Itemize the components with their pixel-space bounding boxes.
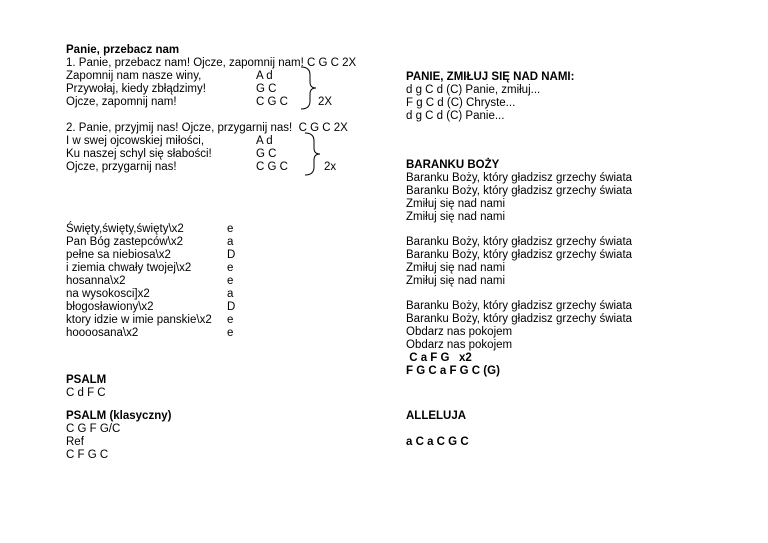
verse2-line: Ojcze, przygarnij nas! (66, 161, 177, 173)
verse2-chords: G C (256, 148, 277, 160)
agnus-line: Zmiłuj się nad nami (406, 198, 506, 210)
verse2-repeat: 2x (324, 161, 337, 173)
verse1-line: Ojcze, zapomnij nam! (66, 96, 177, 108)
sanctus-line: błogosławiony\x2 (66, 301, 154, 313)
verse2-header: 2. Panie, przyjmij nas! Ojcze, przygarnij nas! C G C 2X (66, 122, 348, 134)
agnus-line: Zmiłuj się nad nami (406, 211, 506, 223)
kyrie-title: PANIE, ZMIŁUJ SIĘ NAD NAMI: (406, 71, 575, 83)
agnus-line: Zmiłuj się nad nami (406, 262, 506, 274)
sanctus-chord: D (227, 301, 236, 313)
psalm-chords: C d F C (66, 387, 106, 399)
sanctus-chord: e (227, 223, 234, 235)
sanctus-chord: e (227, 314, 234, 326)
agnus-chords: C a F G x2 (406, 352, 472, 364)
sanctus-line: i ziemia chwały twojej\x2 (66, 262, 192, 274)
psalm-classic-title: PSALM (klasyczny) (66, 410, 172, 422)
verse1-line: Przywołaj, kiedy zbłądzimy! (66, 83, 206, 95)
agnus-line: Baranku Boży, który gładzisz grzechy świata (406, 172, 633, 184)
agnus-line: Baranku Boży, który gładzisz grzechy świata (406, 249, 633, 261)
repeat-brace-icon (298, 65, 318, 111)
agnus-line: Zmiłuj się nad nami (406, 275, 506, 287)
psalm-classic-line: C G F G/C (66, 423, 121, 435)
verse1-chords: G C (256, 83, 277, 95)
verse1-repeat: 2X (318, 96, 333, 108)
psalm-classic-line: Ref (66, 436, 84, 448)
verse1-line: Zapomnij nam nasze winy, (66, 70, 202, 82)
alleluja-title: ALLELUJA (406, 410, 467, 422)
agnus-title: BARANKU BOŻY (406, 159, 500, 171)
sanctus-chord: D (227, 249, 236, 261)
psalm-classic-line: C F G C (66, 449, 109, 461)
sanctus-chord: e (227, 327, 234, 339)
sanctus-line: Święty,święty,święty\x2 (66, 223, 184, 235)
verse2-line: I w swej ojcowskiej miłości, (66, 135, 205, 147)
agnus-line: Baranku Boży, który gładzisz grzechy świata (406, 236, 633, 248)
sanctus-chord: a (227, 288, 234, 300)
sanctus-line: hoooosana\x2 (66, 327, 139, 339)
agnus-chords: F G C a F G C (G) (406, 365, 500, 377)
kyrie-line: F g C d (C) Chryste... (406, 97, 516, 109)
alleluja-chords: a C a C G C (406, 436, 469, 448)
verse2-chords: C G C (256, 161, 288, 173)
verse2-chords: A d (256, 135, 273, 147)
psalm-title: PSALM (66, 374, 107, 386)
verse1-chords: A d (256, 70, 273, 82)
sanctus-line: hosanna\x2 (66, 275, 126, 287)
sanctus-line: ktory idzie w imie panskie\x2 (66, 314, 212, 326)
sanctus-chord: a (227, 236, 234, 248)
verse2-line: Ku naszej schyl się słabości! (66, 148, 212, 160)
agnus-line: Baranku Boży, który gładzisz grzechy świata (406, 313, 633, 325)
verse1-chords: C G C (256, 96, 288, 108)
agnus-line: Obdarz nas pokojem (406, 326, 513, 338)
kyrie-line: d g C d (C) Panie, zmiłuj... (406, 84, 541, 96)
song-title: Panie, przebacz nam (66, 44, 180, 56)
repeat-brace-icon (302, 131, 322, 177)
sanctus-line: pełne sa niebiosa\x2 (66, 249, 171, 261)
sanctus-line: na wysokosci]x2 (66, 288, 150, 300)
sanctus-chord: e (227, 262, 234, 274)
sanctus-line: Pan Bóg zastepców\x2 (66, 236, 183, 248)
kyrie-line: d g C d (C) Panie... (406, 110, 505, 122)
agnus-line: Obdarz nas pokojem (406, 339, 513, 351)
verse1-header: 1. Panie, przebacz nam! Ojcze, zapomnij nam! C G C 2X (66, 57, 357, 69)
sanctus-chord: e (227, 275, 234, 287)
agnus-line: Baranku Boży, który gładzisz grzechy świata (406, 300, 633, 312)
agnus-line: Baranku Boży, który gładzisz grzechy świata (406, 185, 633, 197)
